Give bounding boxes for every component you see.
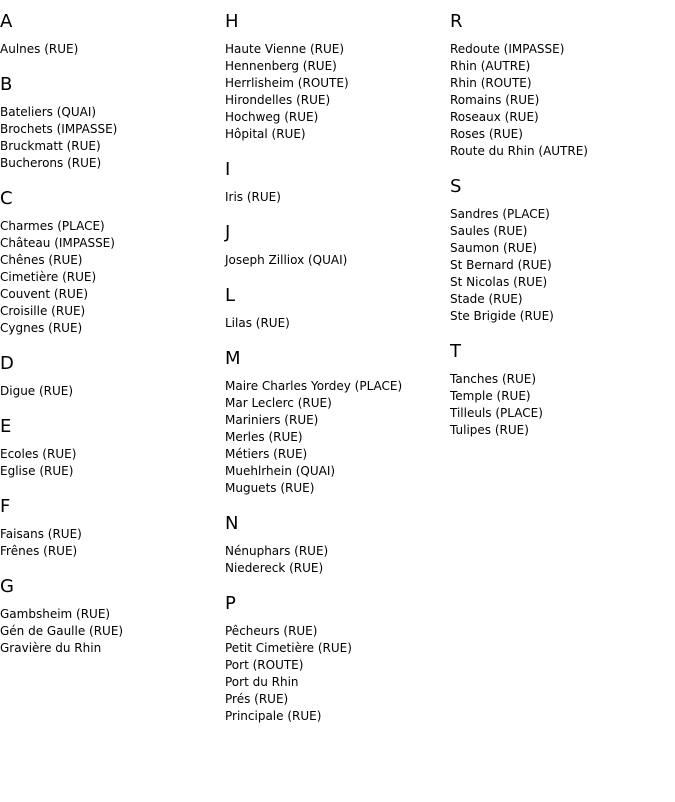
street-link[interactable]: Frênes (RUE)	[0, 544, 78, 558]
letter-heading: F	[0, 496, 11, 517]
street-list	[0, 606, 225, 657]
street-list	[0, 104, 225, 172]
street-link[interactable]: Digue (RUE)	[0, 384, 74, 398]
letter-section	[225, 285, 450, 332]
street-link[interactable]: Rhin (ROUTE)	[450, 76, 532, 90]
letter-heading: R	[450, 11, 463, 32]
street-link[interactable]: Mar Leclerc (RUE)	[225, 396, 332, 410]
street-link[interactable]: Roseaux (RUE)	[450, 110, 539, 124]
street-link[interactable]: Iris (RUE)	[225, 190, 281, 204]
street-list	[450, 371, 675, 439]
street-link[interactable]: Bateliers (QUAI)	[0, 105, 97, 119]
street-list	[225, 252, 450, 269]
letter-heading: D	[0, 353, 14, 374]
letter-section	[0, 11, 225, 58]
letter-section	[0, 416, 225, 480]
street-list	[450, 41, 675, 160]
street-link[interactable]: Lilas (RUE)	[225, 316, 290, 330]
letter-heading: H	[225, 11, 239, 32]
street-link[interactable]: Croisille (RUE)	[0, 304, 86, 318]
street-link[interactable]: Tulipes (RUE)	[450, 423, 529, 437]
street-link[interactable]: Gén de Gaulle (RUE)	[0, 624, 124, 638]
street-link[interactable]: Roses (RUE)	[450, 127, 523, 141]
letter-section	[450, 11, 675, 160]
street-link[interactable]: Haute Vienne (RUE)	[225, 42, 345, 56]
letter-section	[0, 74, 225, 172]
letter-section	[225, 159, 450, 206]
letter-heading: I	[225, 159, 231, 180]
street-link[interactable]: Nénuphars (RUE)	[225, 544, 329, 558]
street-link[interactable]: Château (IMPASSE)	[0, 236, 115, 250]
letter-heading: N	[225, 513, 239, 534]
street-link[interactable]: Joseph Zilliox (QUAI)	[225, 253, 348, 267]
street-link[interactable]: Port du Rhin	[225, 675, 299, 689]
street-list	[225, 623, 450, 725]
street-link[interactable]: Couvent (RUE)	[0, 287, 89, 301]
street-link[interactable]: Aulnes (RUE)	[0, 42, 79, 56]
letter-heading: T	[450, 341, 461, 362]
street-link[interactable]: Faisans (RUE)	[0, 527, 82, 541]
street-link[interactable]: Cygnes (RUE)	[0, 321, 83, 335]
street-link[interactable]: Niedereck (RUE)	[225, 561, 324, 575]
street-link[interactable]: Pêcheurs (RUE)	[225, 624, 318, 638]
street-link[interactable]: St Nicolas (RUE)	[450, 275, 548, 289]
street-link[interactable]: Mariniers (RUE)	[225, 413, 319, 427]
street-link[interactable]: Muehlrhein (QUAI)	[225, 464, 336, 478]
street-link[interactable]: Stade (RUE)	[450, 292, 523, 306]
street-link[interactable]: Redoute (IMPASSE)	[450, 42, 565, 56]
letter-section	[450, 176, 675, 325]
street-link[interactable]: Gravière du Rhin	[0, 641, 102, 655]
street-link[interactable]: Route du Rhin (AUTRE)	[450, 144, 588, 158]
street-link[interactable]: Bruckmatt (RUE)	[0, 139, 101, 153]
street-link[interactable]: Romains (RUE)	[450, 93, 540, 107]
street-link[interactable]: Maire Charles Yordey (PLACE)	[225, 379, 403, 393]
street-list	[450, 206, 675, 325]
street-link[interactable]: Cimetière (RUE)	[0, 270, 97, 284]
street-list	[0, 383, 225, 400]
letter-heading: M	[225, 348, 241, 369]
street-list	[0, 218, 225, 337]
street-link[interactable]: Temple (RUE)	[450, 389, 531, 403]
street-list	[225, 41, 450, 143]
letter-heading: S	[450, 176, 462, 197]
street-list	[0, 446, 225, 480]
letter-heading: L	[225, 285, 236, 306]
letter-heading: J	[225, 222, 231, 243]
street-link[interactable]: Muguets (RUE)	[225, 481, 315, 495]
letter-section	[225, 513, 450, 577]
street-link[interactable]: Principale (RUE)	[225, 709, 322, 723]
street-link[interactable]: Tilleuls (PLACE)	[450, 406, 543, 420]
letter-heading: P	[225, 593, 236, 614]
index-column-1	[0, 11, 225, 673]
street-list	[0, 41, 225, 58]
street-link[interactable]: Prés (RUE)	[225, 692, 289, 706]
street-link[interactable]: Chênes (RUE)	[0, 253, 83, 267]
letter-section	[0, 496, 225, 560]
street-link[interactable]: Port (ROUTE)	[225, 658, 304, 672]
index-column-3	[450, 11, 675, 455]
letter-section	[0, 353, 225, 400]
street-link[interactable]: Hirondelles (RUE)	[225, 93, 331, 107]
letter-section	[225, 593, 450, 725]
street-link[interactable]: Eglise (RUE)	[0, 464, 74, 478]
letter-heading: C	[0, 188, 13, 209]
street-link[interactable]: Hôpital (RUE)	[225, 127, 306, 141]
street-link[interactable]: Tanches (RUE)	[450, 372, 537, 386]
letter-section	[225, 11, 450, 143]
index-column-2	[225, 11, 450, 741]
street-link[interactable]: Brochets (IMPASSE)	[0, 122, 118, 136]
street-link[interactable]: Bucherons (RUE)	[0, 156, 102, 170]
letter-section	[0, 576, 225, 657]
street-link[interactable]: Herrlisheim (ROUTE)	[225, 76, 349, 90]
street-list	[225, 189, 450, 206]
street-link[interactable]: Gambsheim (RUE)	[0, 607, 111, 621]
street-link[interactable]: Saules (RUE)	[450, 224, 528, 238]
street-link[interactable]: Charmes (PLACE)	[0, 219, 105, 233]
street-list	[225, 378, 450, 497]
street-link[interactable]: Saumon (RUE)	[450, 241, 538, 255]
street-link[interactable]: Hennenberg (RUE)	[225, 59, 337, 73]
street-link[interactable]: Ecoles (RUE)	[0, 447, 77, 461]
street-link[interactable]: Rhin (AUTRE)	[450, 59, 531, 73]
letter-heading: B	[0, 74, 13, 95]
street-link[interactable]: Ste Brigide (RUE)	[450, 309, 554, 323]
street-link[interactable]: St Bernard (RUE)	[450, 258, 552, 272]
letter-heading: G	[0, 576, 14, 597]
street-list	[225, 315, 450, 332]
letter-section	[225, 222, 450, 269]
street-link[interactable]: Métiers (RUE)	[225, 447, 308, 461]
street-list	[0, 526, 225, 560]
letter-section	[225, 348, 450, 497]
street-link[interactable]: Merles (RUE)	[225, 430, 303, 444]
street-link[interactable]: Petit Cimetière (RUE)	[225, 641, 352, 655]
letter-heading: A	[0, 11, 13, 32]
street-list	[225, 543, 450, 577]
letter-section	[0, 188, 225, 337]
street-link[interactable]: Hochweg (RUE)	[225, 110, 319, 124]
street-link[interactable]: Sandres (PLACE)	[450, 207, 550, 221]
letter-heading: E	[0, 416, 12, 437]
letter-section	[450, 341, 675, 439]
